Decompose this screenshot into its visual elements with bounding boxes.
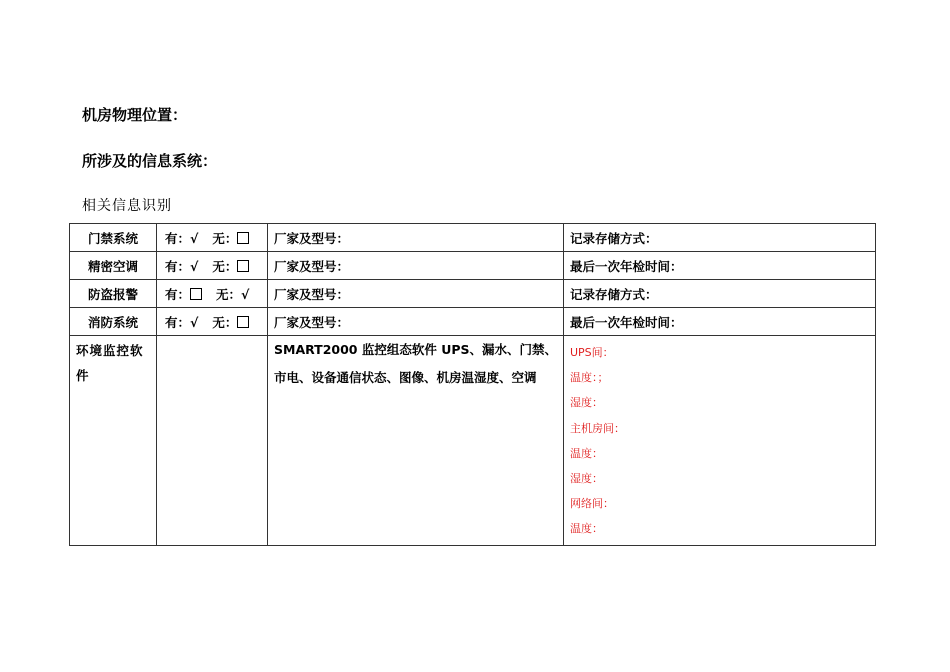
table-row [70,336,876,546]
none-checkmark: √ [241,286,250,302]
vendor-model-label: 厂家及型号： [268,252,564,280]
note-line: 网络间： [570,497,614,511]
vendor-model-label: 厂家及型号： [268,280,564,308]
table-row [70,280,876,308]
note-line: 温度： [570,522,603,536]
table-row [70,224,876,252]
none-checkbox [237,260,249,272]
note-line: 湿度： [570,472,603,486]
table-row [70,252,876,280]
presence-cell [157,280,268,308]
record-storage-label: 记录存储方式： [564,280,876,308]
has-label: 有： [165,286,191,302]
facility-info-table [69,223,876,546]
vendor-model-label: 厂家及型号： [268,308,564,336]
table-row [70,308,876,336]
section-title: 相关信息识别 [82,198,172,214]
presence-cell [157,252,268,280]
env-monitoring-notes [564,336,876,546]
has-label: 有： [165,314,191,330]
has-label: 有： [165,258,191,274]
note-line: 主机房间： [570,421,625,435]
last-inspection-label: 最后一次年检时间： [564,252,876,280]
has-checkmark: √ [190,314,199,330]
none-checkbox [237,232,249,244]
none-label: 无： [212,230,238,246]
note-line: 温度：； [570,371,609,385]
note-line: 湿度： [570,396,603,410]
vendor-model-label: 厂家及型号： [268,224,564,252]
info-systems-label: 所涉及的信息系统： [82,152,218,170]
has-label: 有： [165,230,191,246]
none-label: 无： [212,314,238,330]
none-checkbox [237,316,249,328]
presence-cell-empty [157,336,268,546]
has-checkmark: √ [190,258,199,274]
none-label: 无： [216,286,242,302]
env-monitoring-vendor: SMART2000 监控组态软件 UPS、漏水、门禁、市电、设备通信状态、图像、机房温湿度、空调 [268,336,564,546]
presence-cell [157,308,268,336]
has-checkmark: √ [190,230,199,246]
env-monitoring-name: 环境监控软件 [70,336,157,546]
note-line: UPS间： [570,346,614,359]
has-checkbox [190,288,202,300]
machine-room-location-label: 机房物理位置： [82,106,188,124]
note-line: 温度： [570,446,603,460]
system-name: 精密空调 [70,252,157,280]
presence-cell [157,224,268,252]
system-name: 门禁系统 [70,224,157,252]
system-name: 消防系统 [70,308,157,336]
system-name: 防盗报警 [70,280,157,308]
none-label: 无： [212,258,238,274]
record-storage-label: 记录存储方式： [564,224,876,252]
last-inspection-label: 最后一次年检时间： [564,308,876,336]
